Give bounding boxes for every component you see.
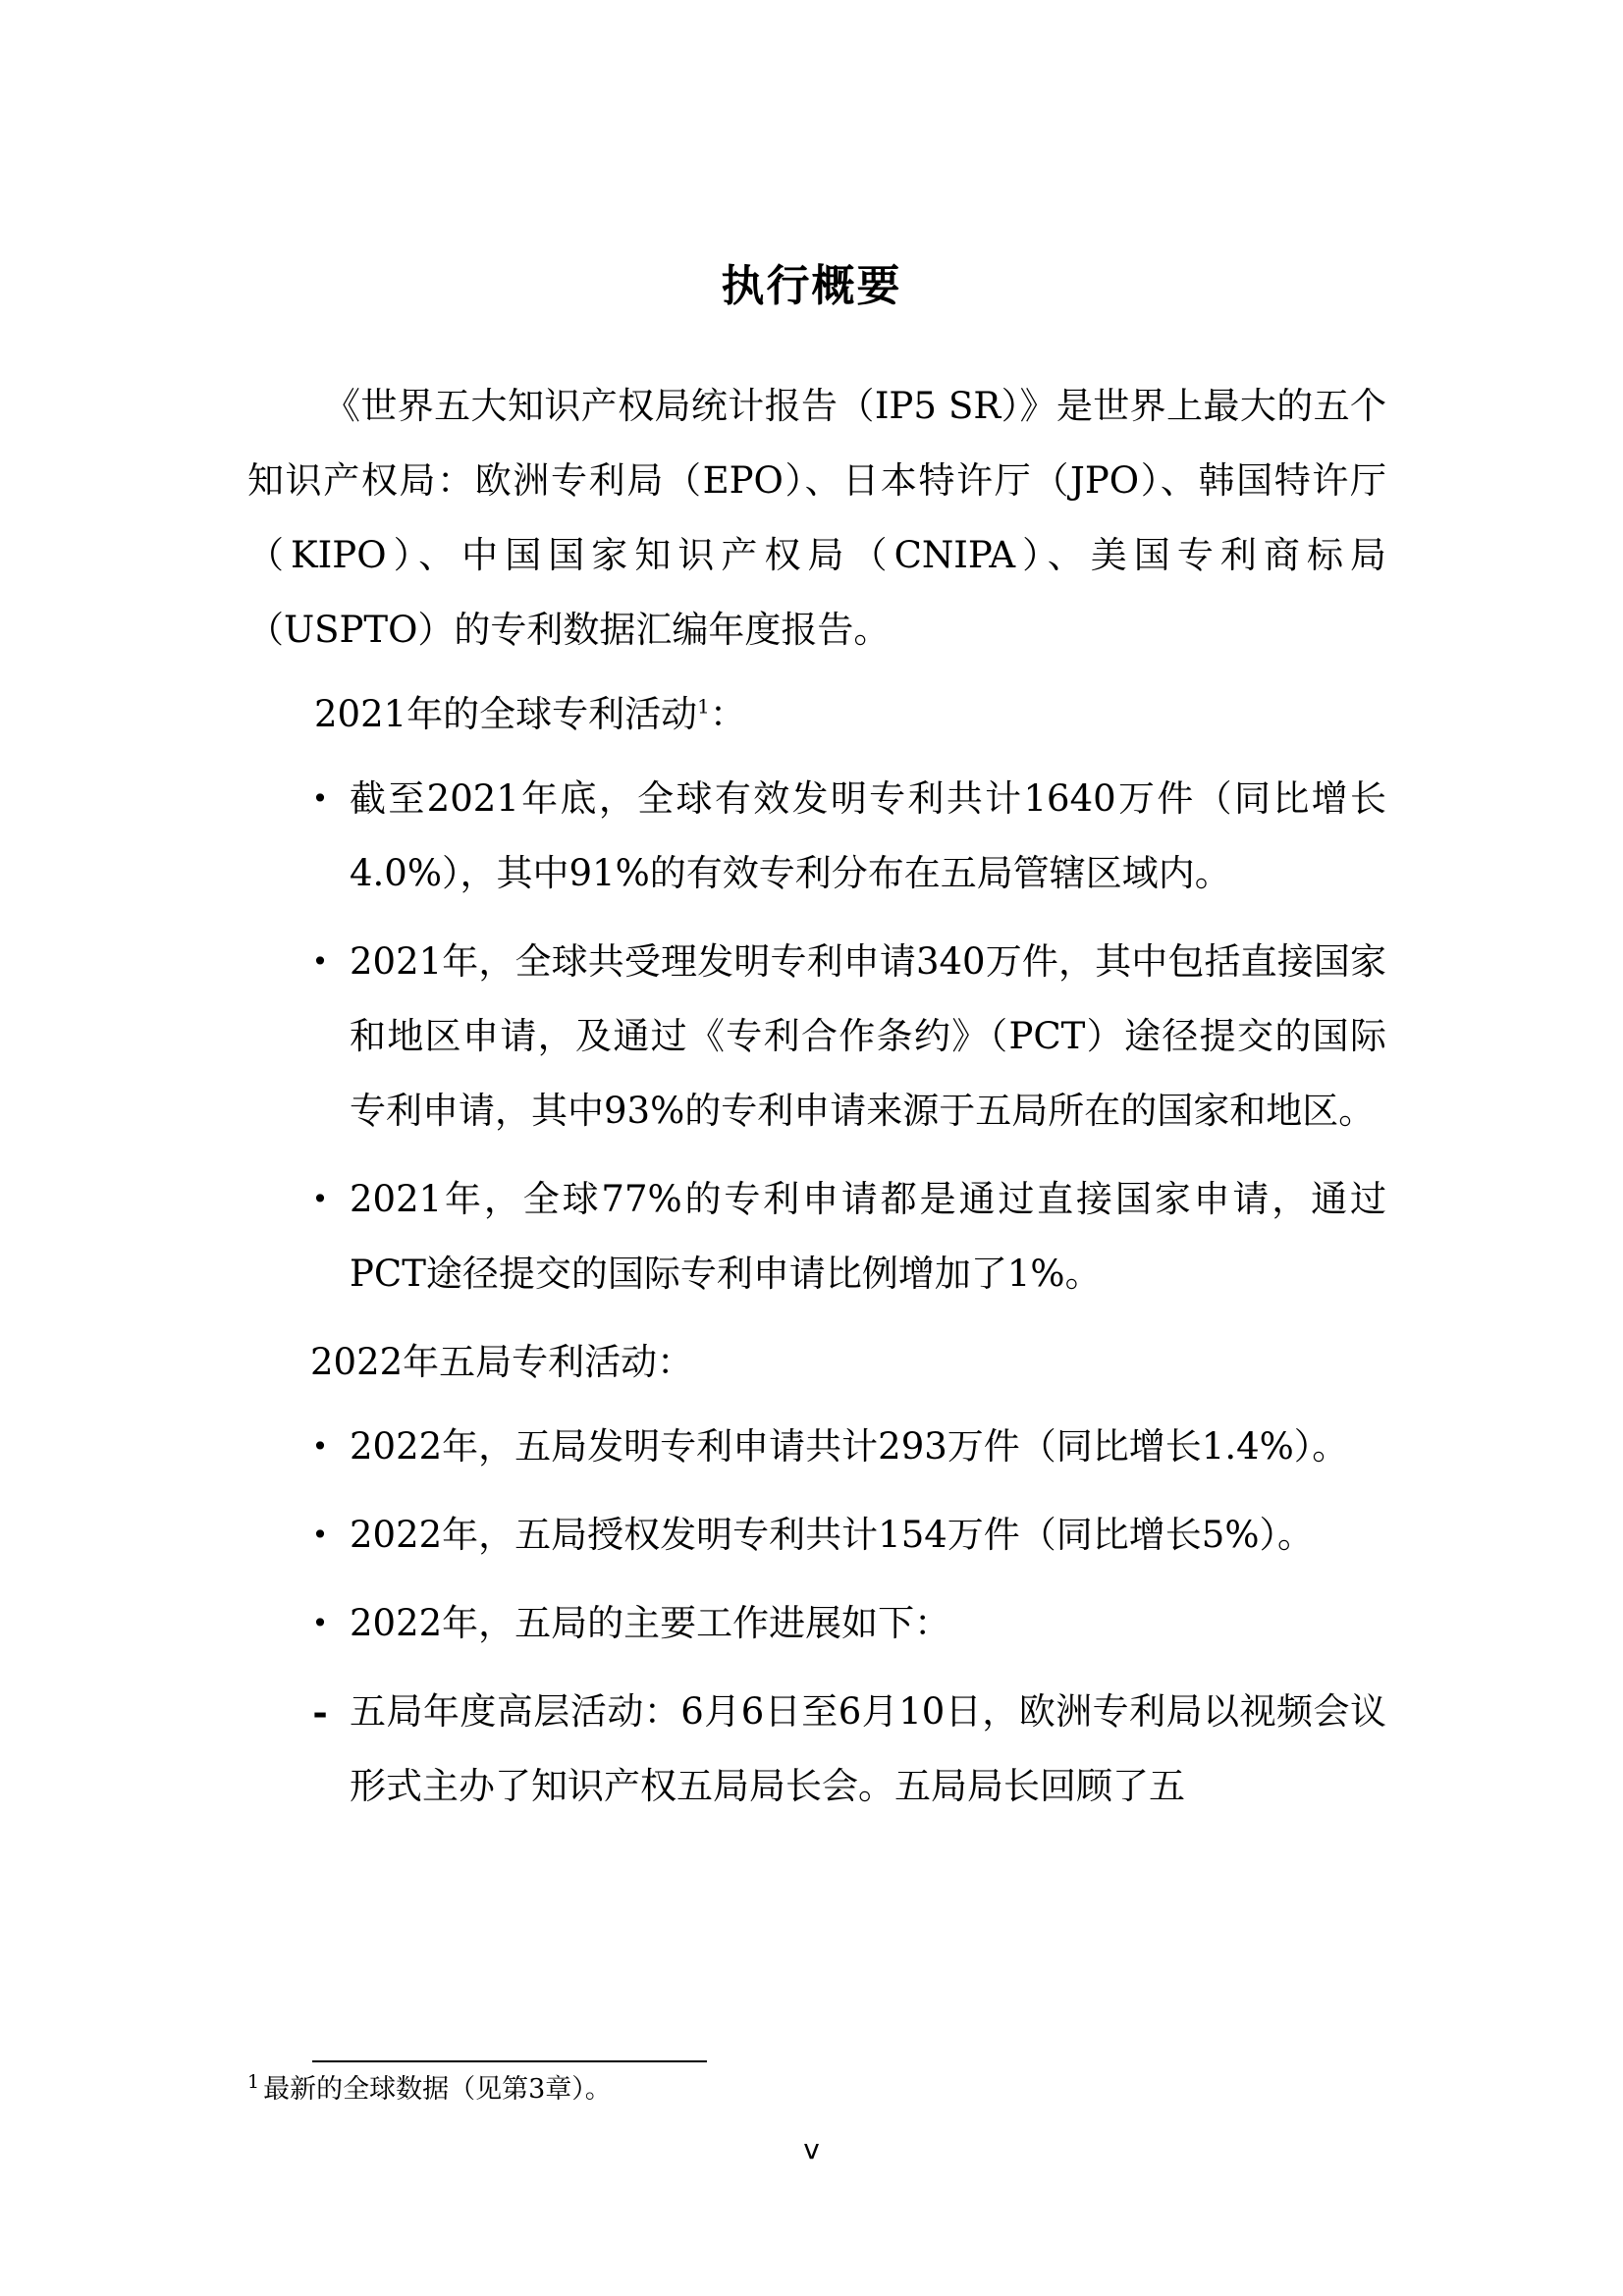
bullet-icon: • [311,1183,329,1215]
page-title: 执行概要 [721,261,902,311]
list-item [247,1162,1386,1311]
list-item [247,1498,1386,1573]
list-item-text: 2022年，五局发明专利申请共计293万件（同比增长1.4%）。 [350,1425,1349,1468]
intro-paragraph: 《世界五大知识产权局统计报告（IP5 SR）》是世界上最大的五个知识产权局：欧洲专利局（EPO）、日本特许厅（JPO）、韩国特许厅（KIPO）、中国国家知识产权局（CNIPA）、美国专利商标局（USPTO）的专利数据汇编年度报告。 [247,385,1386,651]
section-heading-2021-colon: ： [709,693,746,735]
dash-list-item [247,1675,1386,1824]
bullet-icon: • [311,1607,329,1639]
dash-list-item-text: 五局年度高层活动：6月6日至6月10日，欧洲专利局以视频会议形式主办了知识产权五局局长会。五局局长回顾了五 [350,1690,1386,1807]
footnote-mark: 1 [247,2071,260,2093]
list-item-text: 截至2021年底，全球有效发明专利共计1640万件（同比增长4.0%），其中91%的有效专利分布在五局管辖区域内。 [350,777,1386,894]
bullet-icon: • [311,945,329,978]
list-item [247,762,1386,911]
bullet-icon: • [311,1430,329,1463]
list-item [247,1586,1386,1661]
section-heading-2021-text: 2021年的全球专利活动 [314,693,698,735]
bullet-icon: • [311,782,329,815]
list-item-text: 2022年，五局授权发明专利共计154万件（同比增长5%）。 [350,1514,1314,1556]
page-number: v [803,2133,820,2165]
section-heading-2022: 2022年五局专利活动： [310,1341,694,1383]
list-item-text: 2021年，全球共受理发明专利申请340万件，其中包括直接国家和地区申请，及通过《专利合作条约》（PCT）途径提交的国际专利申请，其中93%的专利申请来源于五局所在的国家和地区。 [350,940,1386,1132]
dash-icon: - [312,1690,328,1734]
bullet-icon: • [311,1519,329,1551]
document-body [247,369,1386,1824]
footnote [247,2071,612,2109]
footnote-separator [312,2060,707,2062]
list-item [247,1410,1386,1484]
footnote-text: 最新的全球数据（见第3章）。 [263,2074,612,2105]
footnote-reference[interactable]: 1 [697,694,710,719]
list-item-text: 2021年，全球77%的专利申请都是通过直接国家申请，通过PCT途径提交的国际专利申请比例增加了1%。 [350,1178,1386,1295]
bullet-list-2021 [247,762,1386,1311]
list-item-text: 2022年，五局的主要工作进展如下： [350,1602,951,1644]
bullet-list-2022 [247,1410,1386,1661]
list-item [247,925,1386,1148]
section-heading-2021 [247,677,1386,752]
